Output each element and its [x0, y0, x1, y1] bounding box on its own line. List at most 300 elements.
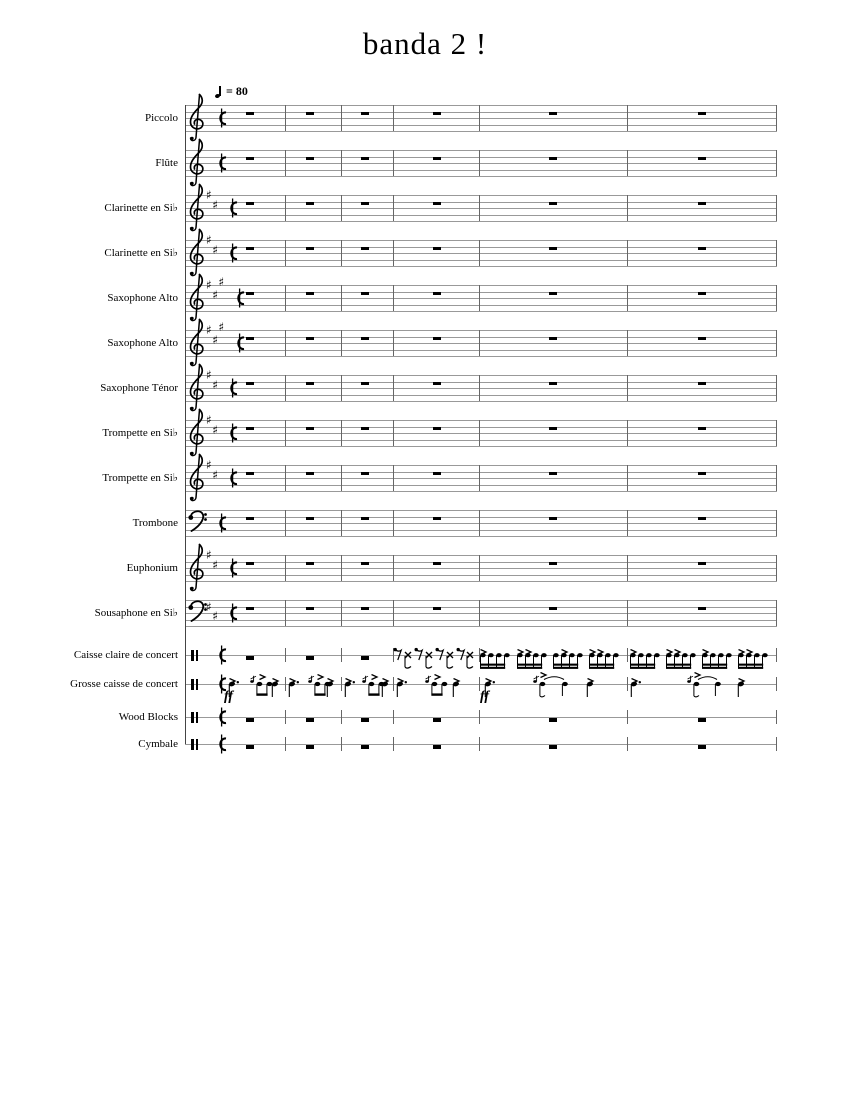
barline	[776, 648, 777, 662]
staff-line	[185, 105, 777, 106]
whole-rest	[698, 472, 706, 476]
staff-line	[185, 420, 777, 421]
barline	[341, 330, 342, 356]
staff-line	[185, 118, 777, 119]
whole-rest	[698, 247, 706, 251]
cross-notehead-note	[466, 651, 478, 671]
staff-line	[185, 555, 777, 556]
whole-rest	[549, 112, 557, 116]
whole-rest	[549, 247, 557, 251]
quarter-note-icon	[215, 86, 225, 99]
whole-rest	[246, 157, 254, 161]
cut-time-signature	[214, 150, 228, 176]
staff-line	[185, 343, 777, 344]
key-signature-sharp: ♯	[218, 319, 225, 334]
barline	[341, 420, 342, 446]
whole-rest	[549, 427, 557, 431]
barline	[627, 710, 628, 724]
barline	[479, 330, 480, 356]
cut-time-signature	[225, 375, 239, 401]
whole-rest	[306, 292, 314, 296]
key-signature-sharp: ♯	[206, 323, 212, 337]
staff-line	[185, 215, 777, 216]
key-signature-sharp: ♯	[212, 422, 218, 437]
whole-rest	[306, 472, 314, 476]
barline	[341, 677, 342, 691]
key-signature-sharp: ♯	[206, 188, 212, 202]
key-signature-sharp: ♯	[206, 413, 212, 427]
barline	[479, 105, 480, 131]
dynamic-ff: ff	[480, 689, 490, 704]
accent-mark	[738, 672, 746, 679]
accent-mark	[453, 672, 461, 679]
barline	[479, 150, 480, 176]
whole-rest	[246, 247, 254, 251]
accent-mark	[485, 672, 493, 679]
percussion-clef-icon	[196, 739, 199, 750]
barline	[776, 240, 777, 266]
staff-line	[185, 620, 777, 621]
whole-rest	[698, 382, 706, 386]
whole-rest	[698, 292, 706, 296]
key-signature-sharp: ♯	[212, 332, 218, 347]
barline	[479, 465, 480, 491]
staff-line	[185, 350, 777, 351]
barline	[776, 150, 777, 176]
accent-mark	[746, 643, 754, 650]
whole-rest	[698, 745, 706, 749]
instrument-label: Cymbale	[138, 738, 178, 750]
instrument-label: Piccolo	[145, 112, 178, 124]
whole-rest	[433, 718, 441, 722]
barline	[776, 710, 777, 724]
barline	[479, 737, 480, 751]
key-signature-sharp: ♯	[212, 609, 218, 624]
key-signature-sharp: ♯	[218, 274, 225, 289]
instrument-label: Saxophone Ténor	[100, 382, 178, 394]
staff-line	[185, 433, 777, 434]
instrument-label: Trompette en Si♭	[102, 427, 178, 439]
whole-rest	[361, 472, 369, 476]
barline	[285, 420, 286, 446]
staff-line	[185, 125, 777, 126]
cut-time-signature	[225, 195, 239, 221]
barline	[776, 737, 777, 751]
barline	[776, 330, 777, 356]
flam-tied-pair	[532, 672, 573, 700]
whole-rest	[246, 427, 254, 431]
barline	[285, 710, 286, 724]
barline	[479, 375, 480, 401]
staff-line	[185, 221, 777, 222]
dynamic-ff: ff	[224, 689, 234, 704]
barline	[341, 510, 342, 536]
barline	[627, 737, 628, 751]
whole-rest	[549, 745, 557, 749]
whole-rest	[433, 427, 441, 431]
whole-rest	[361, 562, 369, 566]
whole-rest	[306, 157, 314, 161]
accent-mark	[597, 643, 605, 650]
accent-mark	[540, 666, 548, 673]
barline	[341, 285, 342, 311]
staff-line	[185, 517, 777, 518]
barline	[285, 240, 286, 266]
key-signature-sharp: ♯	[206, 278, 212, 292]
barline	[393, 555, 394, 581]
eighth-rest	[393, 647, 403, 661]
staff-line	[185, 465, 777, 466]
whole-rest	[698, 112, 706, 116]
cut-time-signature	[232, 285, 246, 311]
whole-rest	[361, 112, 369, 116]
barline	[393, 195, 394, 221]
barline	[776, 677, 777, 691]
accent-mark	[525, 643, 533, 650]
barline	[627, 150, 628, 176]
staff-line	[185, 285, 777, 286]
whole-rest	[549, 337, 557, 341]
staff-line	[185, 607, 777, 608]
barline	[627, 240, 628, 266]
key-signature-sharp: ♯	[212, 287, 218, 302]
accent-mark	[382, 672, 390, 679]
whole-rest	[433, 202, 441, 206]
staff-line	[185, 163, 777, 164]
staff-line	[185, 744, 777, 745]
barline	[627, 105, 628, 131]
percussion-clef-icon	[191, 712, 194, 723]
staff-line	[185, 330, 777, 331]
staff-line	[185, 266, 777, 267]
barline	[627, 510, 628, 536]
barline	[776, 555, 777, 581]
whole-rest	[549, 382, 557, 386]
barline	[393, 375, 394, 401]
staff-line	[185, 523, 777, 524]
staff-line	[185, 292, 777, 293]
barline	[393, 150, 394, 176]
whole-rest	[698, 157, 706, 161]
staff-line	[185, 427, 777, 428]
staff-line	[185, 613, 777, 614]
staff-line	[185, 600, 777, 601]
key-signature-sharp: ♯	[212, 377, 218, 392]
staff-line	[185, 253, 777, 254]
tempo-text: = 80	[226, 84, 248, 98]
staff-line	[185, 510, 777, 511]
cut-time-signature	[214, 642, 228, 668]
cut-time-signature	[225, 555, 239, 581]
whole-rest	[246, 562, 254, 566]
barline	[776, 465, 777, 491]
treble-clef-icon	[186, 541, 208, 597]
barline	[776, 285, 777, 311]
whole-rest	[361, 157, 369, 161]
barline	[627, 195, 628, 221]
barline	[393, 240, 394, 266]
whole-rest	[433, 517, 441, 521]
barline	[479, 510, 480, 536]
accent-mark	[345, 672, 353, 679]
staff-line	[185, 112, 777, 113]
whole-rest	[698, 517, 706, 521]
whole-rest	[246, 382, 254, 386]
barline	[627, 677, 628, 691]
staff-line	[185, 530, 777, 531]
bass-clef-icon	[187, 598, 208, 626]
barline	[627, 375, 628, 401]
instrument-label: Clarinette en Si♭	[104, 202, 178, 214]
whole-rest	[306, 202, 314, 206]
whole-rest	[306, 718, 314, 722]
whole-rest	[246, 292, 254, 296]
whole-rest	[549, 292, 557, 296]
barline	[285, 195, 286, 221]
whole-rest	[361, 718, 369, 722]
staff-line	[185, 260, 777, 261]
cut-time-signature	[214, 704, 228, 730]
cut-time-signature	[225, 600, 239, 626]
whole-rest	[306, 112, 314, 116]
barline	[479, 285, 480, 311]
barline	[341, 710, 342, 724]
barline	[285, 600, 286, 626]
barline	[341, 648, 342, 662]
whole-rest	[549, 562, 557, 566]
accent-mark	[631, 672, 639, 679]
accent-mark	[517, 643, 525, 650]
cut-time-signature	[232, 330, 246, 356]
staff-line	[185, 562, 777, 563]
staff-line	[185, 472, 777, 473]
accent-mark	[587, 672, 595, 679]
percussion-clef-icon	[191, 739, 194, 750]
whole-rest	[433, 157, 441, 161]
staff-line	[185, 157, 777, 158]
barline	[341, 240, 342, 266]
accent-mark	[229, 672, 237, 679]
staff-line	[185, 395, 777, 396]
staff-line	[185, 298, 777, 299]
barline	[393, 420, 394, 446]
whole-rest	[433, 382, 441, 386]
accent-mark	[694, 666, 702, 673]
barline	[776, 375, 777, 401]
cut-time-signature	[214, 510, 228, 536]
flam-tied-pair	[686, 672, 726, 700]
whole-rest	[246, 472, 254, 476]
accent-mark	[317, 668, 325, 675]
barline	[285, 285, 286, 311]
accent-mark	[397, 672, 405, 679]
accent-mark	[480, 643, 488, 650]
cut-time-signature	[225, 420, 239, 446]
whole-rest	[698, 607, 706, 611]
barline	[341, 600, 342, 626]
barline	[627, 285, 628, 311]
whole-rest	[306, 382, 314, 386]
barline	[627, 420, 628, 446]
barline	[341, 375, 342, 401]
whole-rest	[361, 517, 369, 521]
barline	[285, 375, 286, 401]
whole-rest	[246, 202, 254, 206]
whole-rest	[433, 337, 441, 341]
barline	[627, 465, 628, 491]
percussion-clef-icon	[191, 679, 194, 690]
whole-rest	[549, 718, 557, 722]
barline	[627, 600, 628, 626]
staff-line	[185, 581, 777, 582]
accent-mark	[561, 643, 569, 650]
barline	[393, 737, 394, 751]
whole-rest	[306, 656, 314, 660]
whole-rest	[306, 607, 314, 611]
barline	[479, 195, 480, 221]
whole-rest	[246, 607, 254, 611]
percussion-clef-icon	[191, 650, 194, 661]
whole-rest	[698, 202, 706, 206]
accent-mark	[272, 672, 280, 679]
staff-line	[185, 446, 777, 447]
whole-rest	[433, 745, 441, 749]
sixteenth-note-group	[553, 652, 584, 672]
whole-rest	[246, 112, 254, 116]
whole-rest	[549, 472, 557, 476]
barline	[393, 330, 394, 356]
cut-time-signature	[214, 105, 228, 131]
staff-line	[185, 536, 777, 537]
cross-notehead-note	[446, 651, 458, 671]
whole-rest	[246, 745, 254, 749]
whole-rest	[698, 427, 706, 431]
treble-clef-icon	[186, 451, 208, 507]
whole-rest	[433, 292, 441, 296]
instrument-label: Saxophone Alto	[107, 337, 178, 349]
whole-rest	[549, 157, 557, 161]
accent-mark	[327, 672, 335, 679]
whole-rest	[433, 562, 441, 566]
whole-rest	[698, 337, 706, 341]
staff-line	[185, 478, 777, 479]
accent-mark	[674, 643, 682, 650]
barline	[285, 737, 286, 751]
staff-line	[185, 131, 777, 132]
whole-rest	[246, 718, 254, 722]
staff-line	[185, 176, 777, 177]
instrument-label: Wood Blocks	[118, 711, 178, 723]
instrument-label: Grosse caisse de concert	[70, 678, 178, 690]
barline	[341, 465, 342, 491]
barline	[776, 195, 777, 221]
whole-rest	[246, 517, 254, 521]
barline	[479, 240, 480, 266]
barline	[479, 710, 480, 724]
barline	[341, 195, 342, 221]
staff-line	[185, 240, 777, 241]
barline	[341, 150, 342, 176]
barline	[341, 105, 342, 131]
whole-rest	[698, 562, 706, 566]
cut-time-signature	[214, 731, 228, 757]
barline	[627, 330, 628, 356]
whole-rest	[306, 247, 314, 251]
barline	[341, 737, 342, 751]
instrument-label: Trombone	[132, 517, 178, 529]
accent-mark	[371, 668, 379, 675]
key-signature-sharp: ♯	[206, 368, 212, 382]
whole-rest	[306, 427, 314, 431]
barline	[393, 465, 394, 491]
whole-rest	[361, 607, 369, 611]
barline	[776, 105, 777, 131]
staff-line	[185, 485, 777, 486]
percussion-clef-icon	[196, 650, 199, 661]
staff-line	[185, 356, 777, 357]
key-signature-sharp: ♯	[212, 557, 218, 572]
whole-rest	[246, 656, 254, 660]
bass-clef-icon	[187, 508, 208, 536]
whole-rest	[698, 718, 706, 722]
cross-notehead-note	[404, 651, 416, 671]
whole-rest	[306, 562, 314, 566]
accent-mark	[589, 643, 597, 650]
barline	[285, 555, 286, 581]
staff-line	[185, 311, 777, 312]
barline	[776, 600, 777, 626]
whole-rest	[433, 112, 441, 116]
instrument-label: Trompette en Si♭	[102, 472, 178, 484]
whole-rest	[361, 247, 369, 251]
staff-line	[185, 401, 777, 402]
accent-mark	[702, 643, 710, 650]
whole-rest	[246, 337, 254, 341]
barline	[341, 555, 342, 581]
barline	[393, 285, 394, 311]
staff-line	[185, 305, 777, 306]
whole-rest	[361, 656, 369, 660]
whole-rest	[549, 202, 557, 206]
system-barline	[185, 105, 186, 744]
key-signature-sharp: ♯	[212, 197, 218, 212]
percussion-clef-icon	[196, 679, 199, 690]
staff-line	[185, 375, 777, 376]
staff-line	[185, 575, 777, 576]
staff-line	[185, 247, 777, 248]
instrument-label: Euphonium	[126, 562, 178, 574]
accent-mark	[630, 643, 638, 650]
barline	[479, 555, 480, 581]
whole-rest	[306, 517, 314, 521]
barline	[285, 677, 286, 691]
staff-line	[185, 170, 777, 171]
whole-rest	[549, 517, 557, 521]
barline	[285, 510, 286, 536]
whole-rest	[433, 247, 441, 251]
staff-line	[185, 337, 777, 338]
whole-rest	[361, 427, 369, 431]
barline	[285, 330, 286, 356]
key-signature-sharp: ♯	[206, 458, 212, 472]
instrument-label: Flûte	[155, 157, 178, 169]
barline	[285, 150, 286, 176]
staff-line	[185, 626, 777, 627]
cut-time-signature	[225, 465, 239, 491]
barline	[393, 710, 394, 724]
staff-line	[185, 202, 777, 203]
barline	[393, 105, 394, 131]
